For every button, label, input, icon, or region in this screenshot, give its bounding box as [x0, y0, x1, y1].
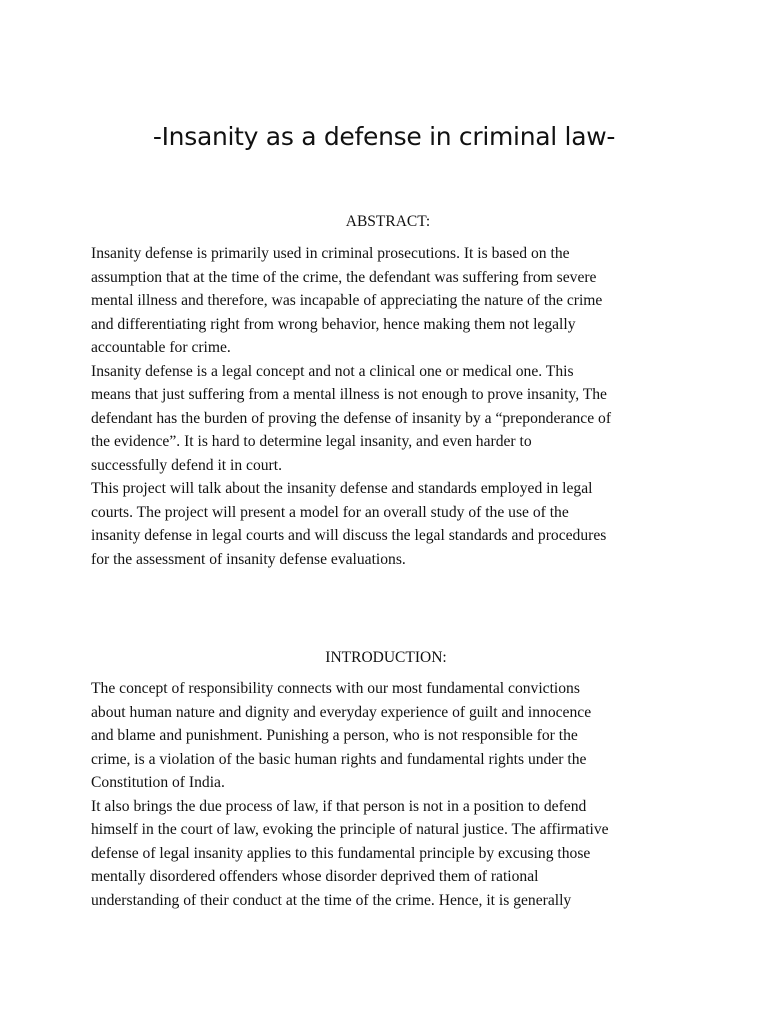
abstract-line: courts. The project will present a model for an overall study of the use of the: [91, 503, 569, 521]
abstract-line: accountable for crime.: [91, 339, 231, 356]
abstract-body: [91, 242, 691, 571]
introduction-line: The concept of responsibility connects with our most fundamental convictions: [91, 680, 580, 697]
abstract-line: Insanity defense is primarily used in criminal prosecutions. It is based on the: [91, 245, 570, 262]
abstract-line: assumption that at the time of the crime, the defendant was suffering from severe: [91, 268, 597, 286]
abstract-line: the evidence”. It is hard to determine legal insanity, and even harder to: [91, 433, 532, 450]
introduction-body: [91, 677, 691, 912]
abstract-line: Insanity defense is a legal concept and not a clinical one or medical one. This: [91, 362, 574, 380]
abstract-line: for the assessment of insanity defense evaluations.: [91, 550, 406, 568]
abstract-line: successfully defend it in court.: [91, 456, 282, 474]
introduction-line: mentally disordered offenders whose disorder deprived them of rational: [91, 868, 539, 885]
introduction-line: about human nature and dignity and everyday experience of guilt and innocence: [91, 703, 592, 721]
introduction-line: and blame and punishment. Punishing a person, who is not responsible for the: [91, 727, 578, 744]
abstract-heading: ABSTRACT:: [345, 213, 431, 230]
introduction-line: It also brings the due process of law, if that person is not in a position to defend: [91, 797, 587, 815]
abstract-line: insanity defense in legal courts and will discuss the legal standards and procedures: [91, 527, 607, 544]
introduction-line: himself in the court of law, evoking the principle of natural justice. The affirmative: [91, 821, 609, 838]
introduction-line: crime, is a violation of the basic human rights and fundamental rights under the: [91, 750, 587, 768]
document-title: -Insanity as a defense in criminal law-: [152, 122, 616, 151]
introduction-line: Constitution of India.: [91, 774, 225, 791]
introduction-line: defense of legal insanity applies to this fundamental principle by excusing those: [91, 844, 591, 862]
abstract-line: defendant has the burden of proving the defense of insanity by a “preponderance of: [91, 409, 612, 427]
introduction-line: understanding of their conduct at the time of the crime. Hence, it is generally: [91, 891, 572, 909]
abstract-line: mental illness and therefore, was incapable of appreciating the nature of the crime: [91, 292, 603, 309]
abstract-line: This project will talk about the insanity defense and standards employed in legal: [91, 480, 593, 497]
introduction-heading: INTRODUCTION:: [325, 649, 447, 666]
abstract-line: and differentiating right from wrong behavior, hence making them not legally: [91, 315, 576, 333]
abstract-line: means that just suffering from a mental illness is not enough to prove insanity, The: [91, 386, 607, 403]
